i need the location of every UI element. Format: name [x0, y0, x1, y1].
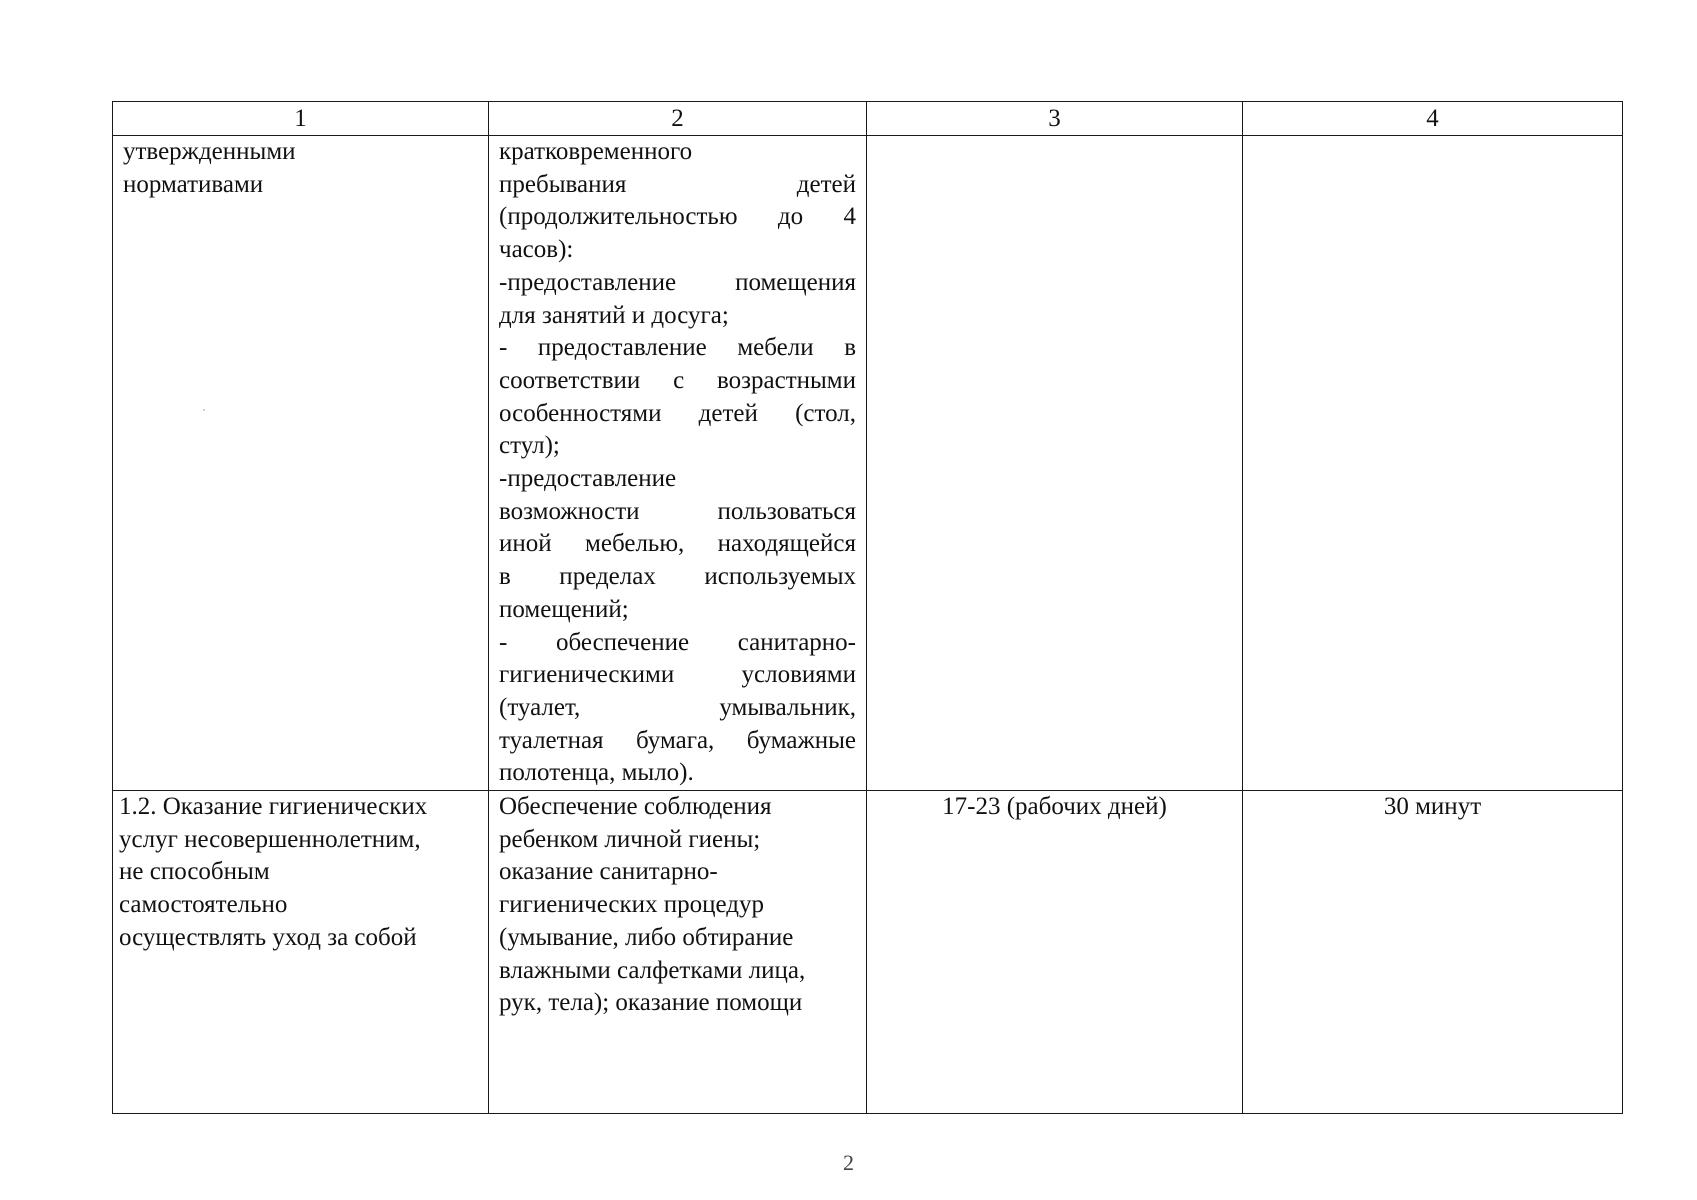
cell-line: стул); — [499, 432, 560, 460]
services-table — [112, 101, 1623, 1114]
table-row-continuation — [113, 136, 1623, 791]
cell-line: (умывание, либо обтирание — [499, 923, 794, 951]
cell-line: рук, тела); оказание помощи — [499, 989, 803, 1017]
cell-line: оказание санитарно- — [499, 858, 718, 886]
cell-line: влажными салфетками лица, — [499, 956, 806, 984]
cell-continuation-col4 — [1243, 136, 1623, 791]
cell-line: -предоставление — [499, 465, 677, 493]
cell-line: нормативами — [123, 170, 264, 198]
cell-line: туалетная бумага, бумажные — [499, 726, 856, 754]
column-header-3: 3 — [867, 102, 1243, 136]
cell-line: часов): — [499, 236, 574, 264]
page-number: 2 — [843, 1150, 854, 1175]
cell-line: возможности пользоваться — [499, 497, 856, 525]
cell-line: гигиеническими условиями — [499, 661, 856, 689]
cell-line: -предоставление помещения — [499, 268, 856, 296]
cell-continuation-col2 — [489, 136, 867, 791]
column-header-2: 2 — [489, 102, 867, 136]
cell-service-term: 17-23 (рабочих дней) — [867, 791, 1243, 1114]
cell-line: (туалет, умывальник, — [499, 693, 856, 721]
cell-line: полотенца, мыло). — [499, 759, 694, 787]
cell-continuation-col3 — [867, 136, 1243, 791]
cell-line: осуществлять уход за собой — [119, 923, 417, 951]
cell-line: 1.2. Оказание гигиенических — [119, 793, 428, 821]
column-header-4: 4 — [1243, 102, 1623, 136]
cell-line: кратковременного — [499, 138, 693, 165]
cell-line: - обеспечение санитарно- — [499, 628, 856, 656]
cell-line: помещений; — [499, 595, 629, 623]
cell-line: особенностями детей (стол, — [499, 399, 856, 427]
cell-line: пребывания детей — [499, 170, 856, 198]
cell-line: (продолжительностью до 4 — [499, 203, 856, 231]
cell-service-name — [113, 791, 489, 1114]
cell-line: - предоставление мебели в — [499, 334, 856, 362]
cell-line: в пределах используемых — [499, 563, 856, 591]
table-row-service-1-2 — [113, 791, 1623, 1114]
cell-line: не способным — [119, 858, 270, 886]
cell-line: услуг несовершеннолетним, — [119, 825, 421, 853]
cell-line: гигиенических процедур — [499, 891, 765, 919]
cell-line: Обеспечение соблюдения — [499, 793, 772, 821]
cell-line: самостоятельно — [119, 891, 288, 919]
cell-line: иной мебелью, находящейся — [499, 530, 856, 558]
cell-service-description — [489, 791, 867, 1114]
cell-line: утвержденными — [123, 138, 296, 165]
cell-line: для занятий и досуга; — [499, 301, 729, 329]
table-header-row — [113, 102, 1623, 136]
cell-continuation-col1 — [113, 136, 489, 791]
column-header-1: 1 — [113, 102, 489, 136]
cell-line: ребенком личной гиены; — [499, 825, 761, 853]
cell-service-duration: 30 минут — [1243, 791, 1623, 1114]
cell-line: соответствии с возрастными — [499, 366, 856, 394]
